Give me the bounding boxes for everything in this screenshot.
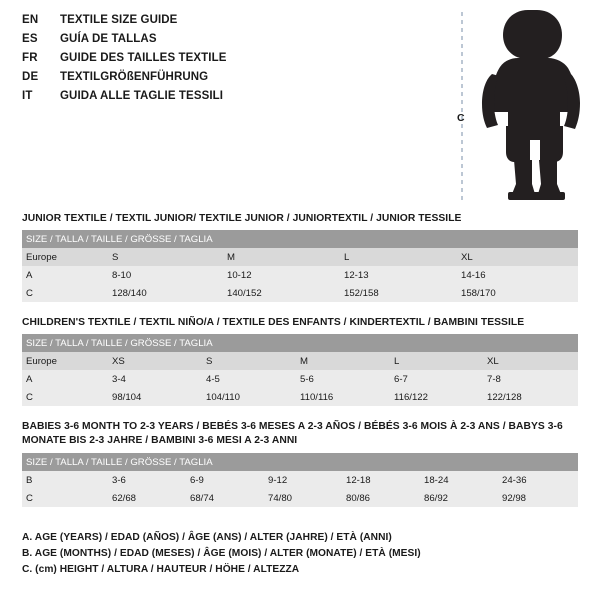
cell-value: 6-9 <box>188 471 266 489</box>
row-label: C <box>22 489 110 507</box>
header-lang-code: FR <box>22 52 38 64</box>
section-title: CHILDREN'S TEXTILE / TEXTIL NIÑO/A / TEXTILE DES ENFANTS / KINDERTEXTIL / BAMBINI TESSILE <box>22 317 525 328</box>
table-row <box>22 230 578 248</box>
table-row <box>22 388 578 406</box>
cell-value: 12-18 <box>344 471 422 489</box>
cell-value: 98/104 <box>110 388 204 406</box>
cell-value: 8-10 <box>110 266 225 284</box>
language-header <box>22 14 382 109</box>
section-title: JUNIOR TEXTILE / TEXTIL JUNIOR/ TEXTILE JUNIOR / JUNIORTEXTIL / JUNIOR TESSILE <box>22 213 462 224</box>
footnote-b: B. AGE (MONTHS) / EDAD (MESES) / ÂGE (MOIS) / ALTER (MONATE) / ETÀ (MESI) <box>22 548 421 559</box>
table-row <box>22 370 578 388</box>
row-label: A <box>22 266 110 284</box>
row-label: A <box>22 370 110 388</box>
header-lang-code: IT <box>22 90 33 102</box>
footnote-c: C. (cm) HEIGHT / ALTURA / HAUTEUR / HÖHE / ALTEZZA <box>22 564 300 575</box>
header-title-text: GUIDA ALLE TAGLIE TESSILI <box>60 90 224 102</box>
babies-size-table <box>22 453 578 507</box>
header-cell-size: XL <box>459 248 578 266</box>
cell-value: 5-6 <box>298 370 392 388</box>
header-lang-code: DE <box>22 71 39 83</box>
section-babies-textile <box>0 420 600 507</box>
cell-value: 74/80 <box>266 489 344 507</box>
header-lang-code: ES <box>22 33 38 45</box>
cell-value: 116/122 <box>392 388 485 406</box>
toddler-silhouette-icon <box>440 8 590 204</box>
cell-value: 140/152 <box>225 284 342 302</box>
footnote-a: A. AGE (YEARS) / EDAD (AÑOS) / ÂGE (ANS) / ALTER (JAHRE) / ETÀ (ANNI) <box>22 532 392 543</box>
table-row <box>22 453 578 471</box>
header-cell-size: L <box>342 248 459 266</box>
header-cell-size: M <box>225 248 342 266</box>
size-subheader: SIZE / TALLA / TAILLE / GRÖSSE / TAGLIA <box>22 230 578 248</box>
header-title-text: TEXTILE SIZE GUIDE <box>60 14 178 26</box>
row-label: B <box>22 471 110 489</box>
row-label: C <box>22 284 110 302</box>
header-row-en <box>22 14 382 33</box>
cell-value: 9-12 <box>266 471 344 489</box>
cell-value: 3-4 <box>110 370 204 388</box>
header-title-text: TEXTILGRÖßENFÜHRUNG <box>60 71 209 83</box>
cell-value: 110/116 <box>298 388 392 406</box>
header-lang-code: EN <box>22 14 39 26</box>
junior-size-table <box>22 230 578 302</box>
legend-footnotes <box>22 530 582 578</box>
header-row-fr <box>22 52 382 71</box>
table-row <box>22 248 578 266</box>
cell-value: 80/86 <box>344 489 422 507</box>
size-subheader: SIZE / TALLA / TAILLE / GRÖSSE / TAGLIA <box>22 334 578 352</box>
cell-value: 62/68 <box>110 489 188 507</box>
size-tables <box>0 212 600 507</box>
table-row <box>22 266 578 284</box>
table-row <box>22 352 578 370</box>
header-title-text: GUIDE DES TAILLES TEXTILE <box>60 52 227 64</box>
measurement-diagram <box>440 8 590 204</box>
cell-value: 6-7 <box>392 370 485 388</box>
header-cell-size: M <box>298 352 392 370</box>
table-row <box>22 284 578 302</box>
cell-value: 86/92 <box>422 489 500 507</box>
row-label: C <box>22 388 110 406</box>
cell-value: 122/128 <box>485 388 578 406</box>
childrens-size-table <box>22 334 578 406</box>
header-row-de <box>22 71 382 90</box>
cell-value: 4-5 <box>204 370 298 388</box>
cell-value: 128/140 <box>110 284 225 302</box>
header-cell-size: S <box>110 248 225 266</box>
cell-value: 104/110 <box>204 388 298 406</box>
cell-value: 68/74 <box>188 489 266 507</box>
header-row-es <box>22 33 382 52</box>
cell-value: 12-13 <box>342 266 459 284</box>
cell-value: 14-16 <box>459 266 578 284</box>
table-row <box>22 471 578 489</box>
section-childrens-textile <box>0 316 600 406</box>
table-row <box>22 334 578 352</box>
cell-value: 92/98 <box>500 489 578 507</box>
size-subheader: SIZE / TALLA / TAILLE / GRÖSSE / TAGLIA <box>22 453 578 471</box>
cell-value: 152/158 <box>342 284 459 302</box>
section-title: BABIES 3-6 MONTH TO 2-3 YEARS / BEBÉS 3-6 MESES A 2-3 AÑOS / BÉBÉS 3-6 MOIS À 2-3 ANS / BABYS 3-6 MONATE BIS 2-3 JAHRE / BAMBINI 3-6 MESI A 2-3 ANNI <box>22 421 563 446</box>
cell-value: 10-12 <box>225 266 342 284</box>
header-cell-region: Europe <box>22 352 110 370</box>
header-cell-size: L <box>392 352 485 370</box>
section-junior-textile <box>0 212 600 302</box>
header-cell-region: Europe <box>22 248 110 266</box>
header-title-text: GUÍA DE TALLAS <box>60 33 157 45</box>
cell-value: 18-24 <box>422 471 500 489</box>
header-cell-size: XS <box>110 352 204 370</box>
header-row-it <box>22 90 382 109</box>
cell-value: 158/170 <box>459 284 578 302</box>
table-row <box>22 489 578 507</box>
header-cell-size: S <box>204 352 298 370</box>
cell-value: 24-36 <box>500 471 578 489</box>
cell-value: 3-6 <box>110 471 188 489</box>
measure-label-c: C <box>457 112 465 124</box>
header-cell-size: XL <box>485 352 578 370</box>
cell-value: 7-8 <box>485 370 578 388</box>
